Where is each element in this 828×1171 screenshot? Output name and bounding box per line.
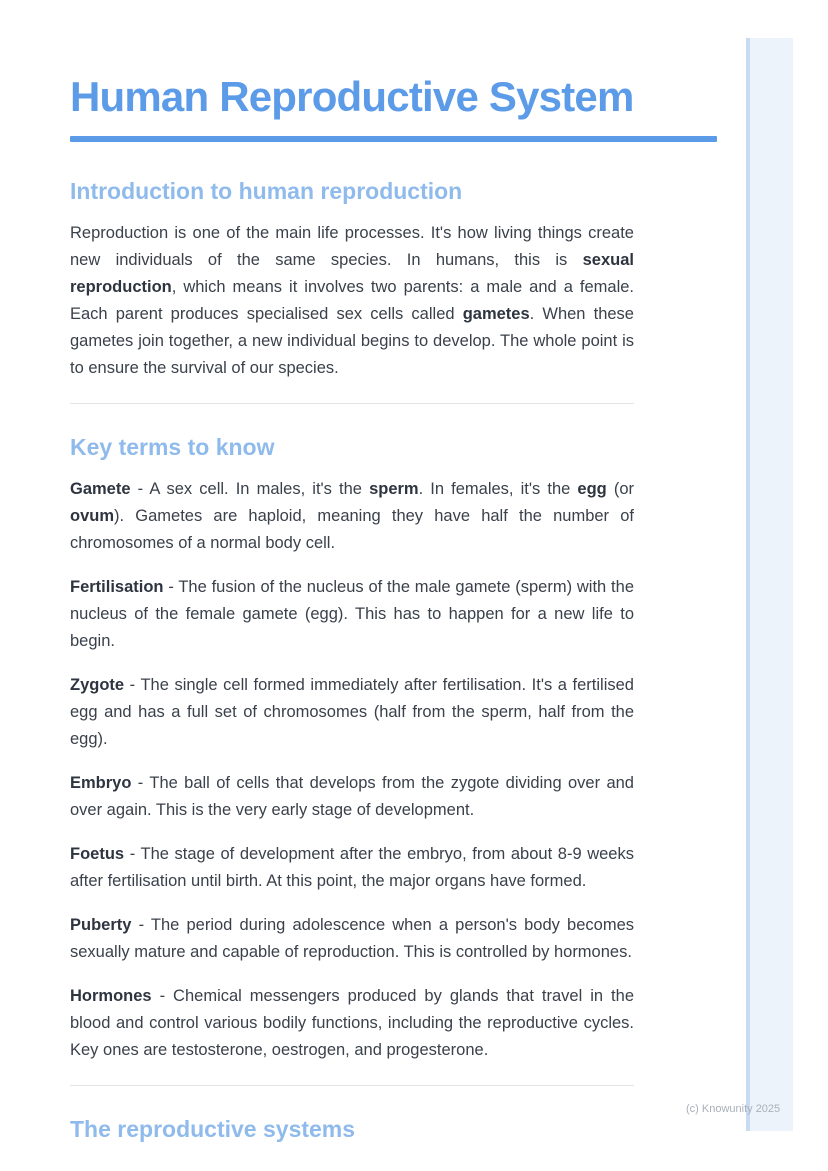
bold-term: egg (577, 480, 607, 498)
body-text: - The stage of development after the embryo, from about 8-9 weeks after fertilisation until birth. At this point, the major organs have formed. (70, 845, 634, 890)
section-divider (70, 1085, 634, 1086)
paragraph (70, 476, 634, 557)
title-underline-rule (70, 136, 717, 142)
section-heading-key-terms: Key terms to know (70, 434, 275, 460)
bold-term: Embryo (70, 774, 132, 792)
bold-term: Gamete (70, 480, 131, 498)
body-text: (or (606, 480, 635, 498)
bold-term: Fertilisation (70, 578, 164, 596)
body-text: - The period during adolescence when a person's body becomes sexually mature and capable of reproduction. This is controlled by hormones. (70, 916, 634, 961)
body-text: - The ball of cells that develops from the zygote dividing over and over again. This is the very early stage of development. (70, 774, 634, 819)
body-text: - Chemical messengers produced by glands that travel in the blood and control various bodily functions, including the reproductive cycles. Key ones are testosterone, oestrogen, and progesterone. (70, 987, 634, 1059)
paragraph (70, 983, 634, 1064)
paragraph (70, 841, 634, 895)
paragraph (70, 770, 634, 824)
bold-term: gametes (462, 305, 530, 323)
section-heading-introduction: Introduction to human reproduction (70, 178, 463, 204)
paragraph (70, 220, 634, 382)
paragraph (70, 912, 634, 966)
document-body (70, 73, 635, 1142)
body-text: - The single cell formed immediately after fertilisation. It's a fertilised egg and has a full set of chromosomes (half from the sperm, half from the egg). (70, 676, 634, 748)
section-heading-reproductive-systems: The reproductive systems (70, 1116, 356, 1142)
body-text: - A sex cell. In males, it's the (130, 480, 370, 498)
bold-term: sexual reproduction (70, 251, 634, 296)
body-text: - The fusion of the nucleus of the male gamete (sperm) with the nucleus of the female gamete (egg). This has to happen for a new life to begin. (70, 578, 634, 650)
section-divider (70, 403, 634, 404)
section-introduction-paragraphs (70, 220, 634, 382)
bold-term: Hormones (70, 987, 152, 1005)
body-text: . In females, it's the (418, 480, 578, 498)
body-text: , which means it involves two parents: a male and a female. Each parent produces specialised sex cells called (70, 278, 634, 323)
bold-term: sperm (369, 480, 419, 498)
section-key-terms-paragraphs (70, 476, 634, 1064)
body-text: Reproduction is one of the main life processes. It's how living things create new individuals of the same species. In humans, this is (70, 224, 634, 269)
paragraph (70, 672, 634, 753)
page-margin-stripe (746, 38, 793, 1131)
bold-term: Puberty (70, 916, 132, 934)
bold-term: Zygote (70, 676, 125, 694)
body-text: . When these gametes join together, a new individual begins to develop. The whole point is to ensure the survival of our species. (70, 305, 634, 377)
body-text: ). Gametes are haploid, meaning they have half the number of chromosomes of a normal body cell. (70, 507, 634, 552)
paragraph (70, 574, 634, 655)
page-title: Human Reproductive System (70, 73, 634, 120)
copyright-watermark: (c) Knowunity 2025 (686, 1103, 781, 1115)
bold-term: ovum (70, 507, 115, 525)
bold-term: Foetus (70, 845, 125, 863)
